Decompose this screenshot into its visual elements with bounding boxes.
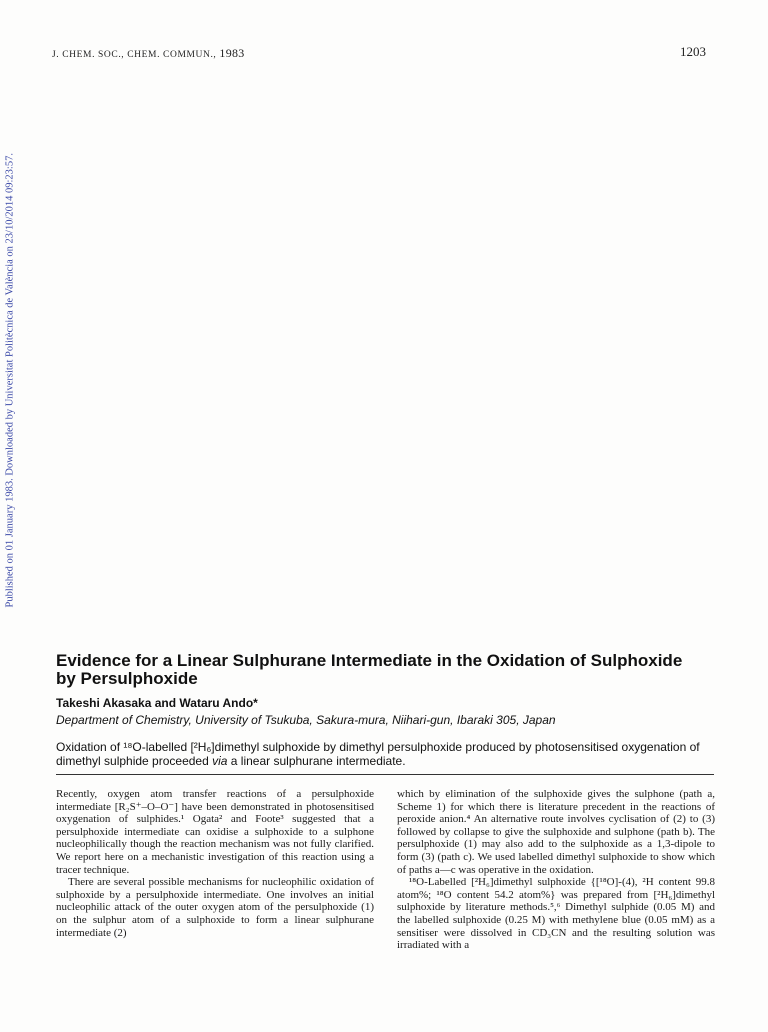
paragraph: Recently, oxygen atom transfer reactions of a persulphoxide intermediate [R₂S⁺–O–O⁻] have been demonstrated in photosensitised oxygenation of sulphides.¹ Ogata² and Foote³ suggested that a persulphoxide intermediate can oxidise a sulphoxide to a sulphone nucleophilically though the reaction mechanism was not fully clarified. We report here on a mechanistic investigation of this reaction using a tracer technique.: [56, 788, 374, 876]
journal-year: 1983: [219, 46, 245, 60]
body-column-left: [56, 788, 374, 939]
journal-name: J. CHEM. SOC., CHEM. COMMUN.,: [52, 50, 217, 60]
running-header: [52, 46, 245, 61]
abstract-text-start: Oxidation of ¹⁸O-labelled [²H₆]dimethyl sulphoxide by dimethyl persulphoxide produced by photosensitised oxygenation of dimethyl sulphide proceeded: [56, 740, 700, 768]
body-column-right: [397, 788, 715, 952]
page-number: 1203: [680, 44, 706, 59]
article-title: Evidence for a Linear Sulphurane Intermediate in the Oxidation of Sulphoxide by Persulphoxide: [56, 651, 683, 688]
paragraph: There are several possible mechanisms for nucleophilic oxidation of sulphoxide by a persulphoxide intermediate. One involves an initial nucleophilic attack of the outer oxygen atom of the persulphoxide (1) on the sulphur atom of a sulphoxide to form a linear sulphurane intermediate (2): [56, 876, 374, 939]
author-affiliation: Department of Chemistry, University of Tsukuba, Sakura-mura, Niihari-gun, Ibaraki 305, Japan: [56, 713, 556, 727]
paragraph: ¹⁸O-Labelled [²H₆]dimethyl sulphoxide {[¹⁸O]-(4), ²H content 99.8 atom%; ¹⁸O content 54.2 atom%} was prepared from [²H₆]dimethyl sulphoxide by literature methods.⁵,⁶ Dimethyl sulphide (0.05 M) and the labelled sulphoxide (0.25 M) with methylene blue (0.05 mM) as a sensitiser were dissolved in CD₃CN and the resulting solution was irradiated with a: [397, 876, 715, 952]
abstract-divider: [56, 774, 714, 775]
paragraph: which by elimination of the sulphoxide gives the sulphone (path a, Scheme 1) for which there is literature precedent in the reactions of peroxide anion.⁴ An alternative route involves cyclisation of (2) to (3) followed by collapse to give the sulphoxide and sulphone (path b). The persulphoxide (1) may also add to the sulphoxide as a 1,3-dipole to form (3) (path c). We used labelled dimethyl sulphoxide to show which of paths a—c was operative in the oxidation.: [397, 788, 715, 876]
abstract: [56, 740, 716, 768]
author-list: Takeshi Akasaka and Wataru Ando*: [56, 696, 258, 710]
abstract-via: via: [212, 754, 228, 768]
download-watermark: Published on 01 January 1983. Downloaded by Universitat Politècnica de València on 23/10/2014 09:23:57.: [4, 153, 16, 608]
abstract-text-end: a linear sulphurane intermediate.: [227, 754, 406, 768]
